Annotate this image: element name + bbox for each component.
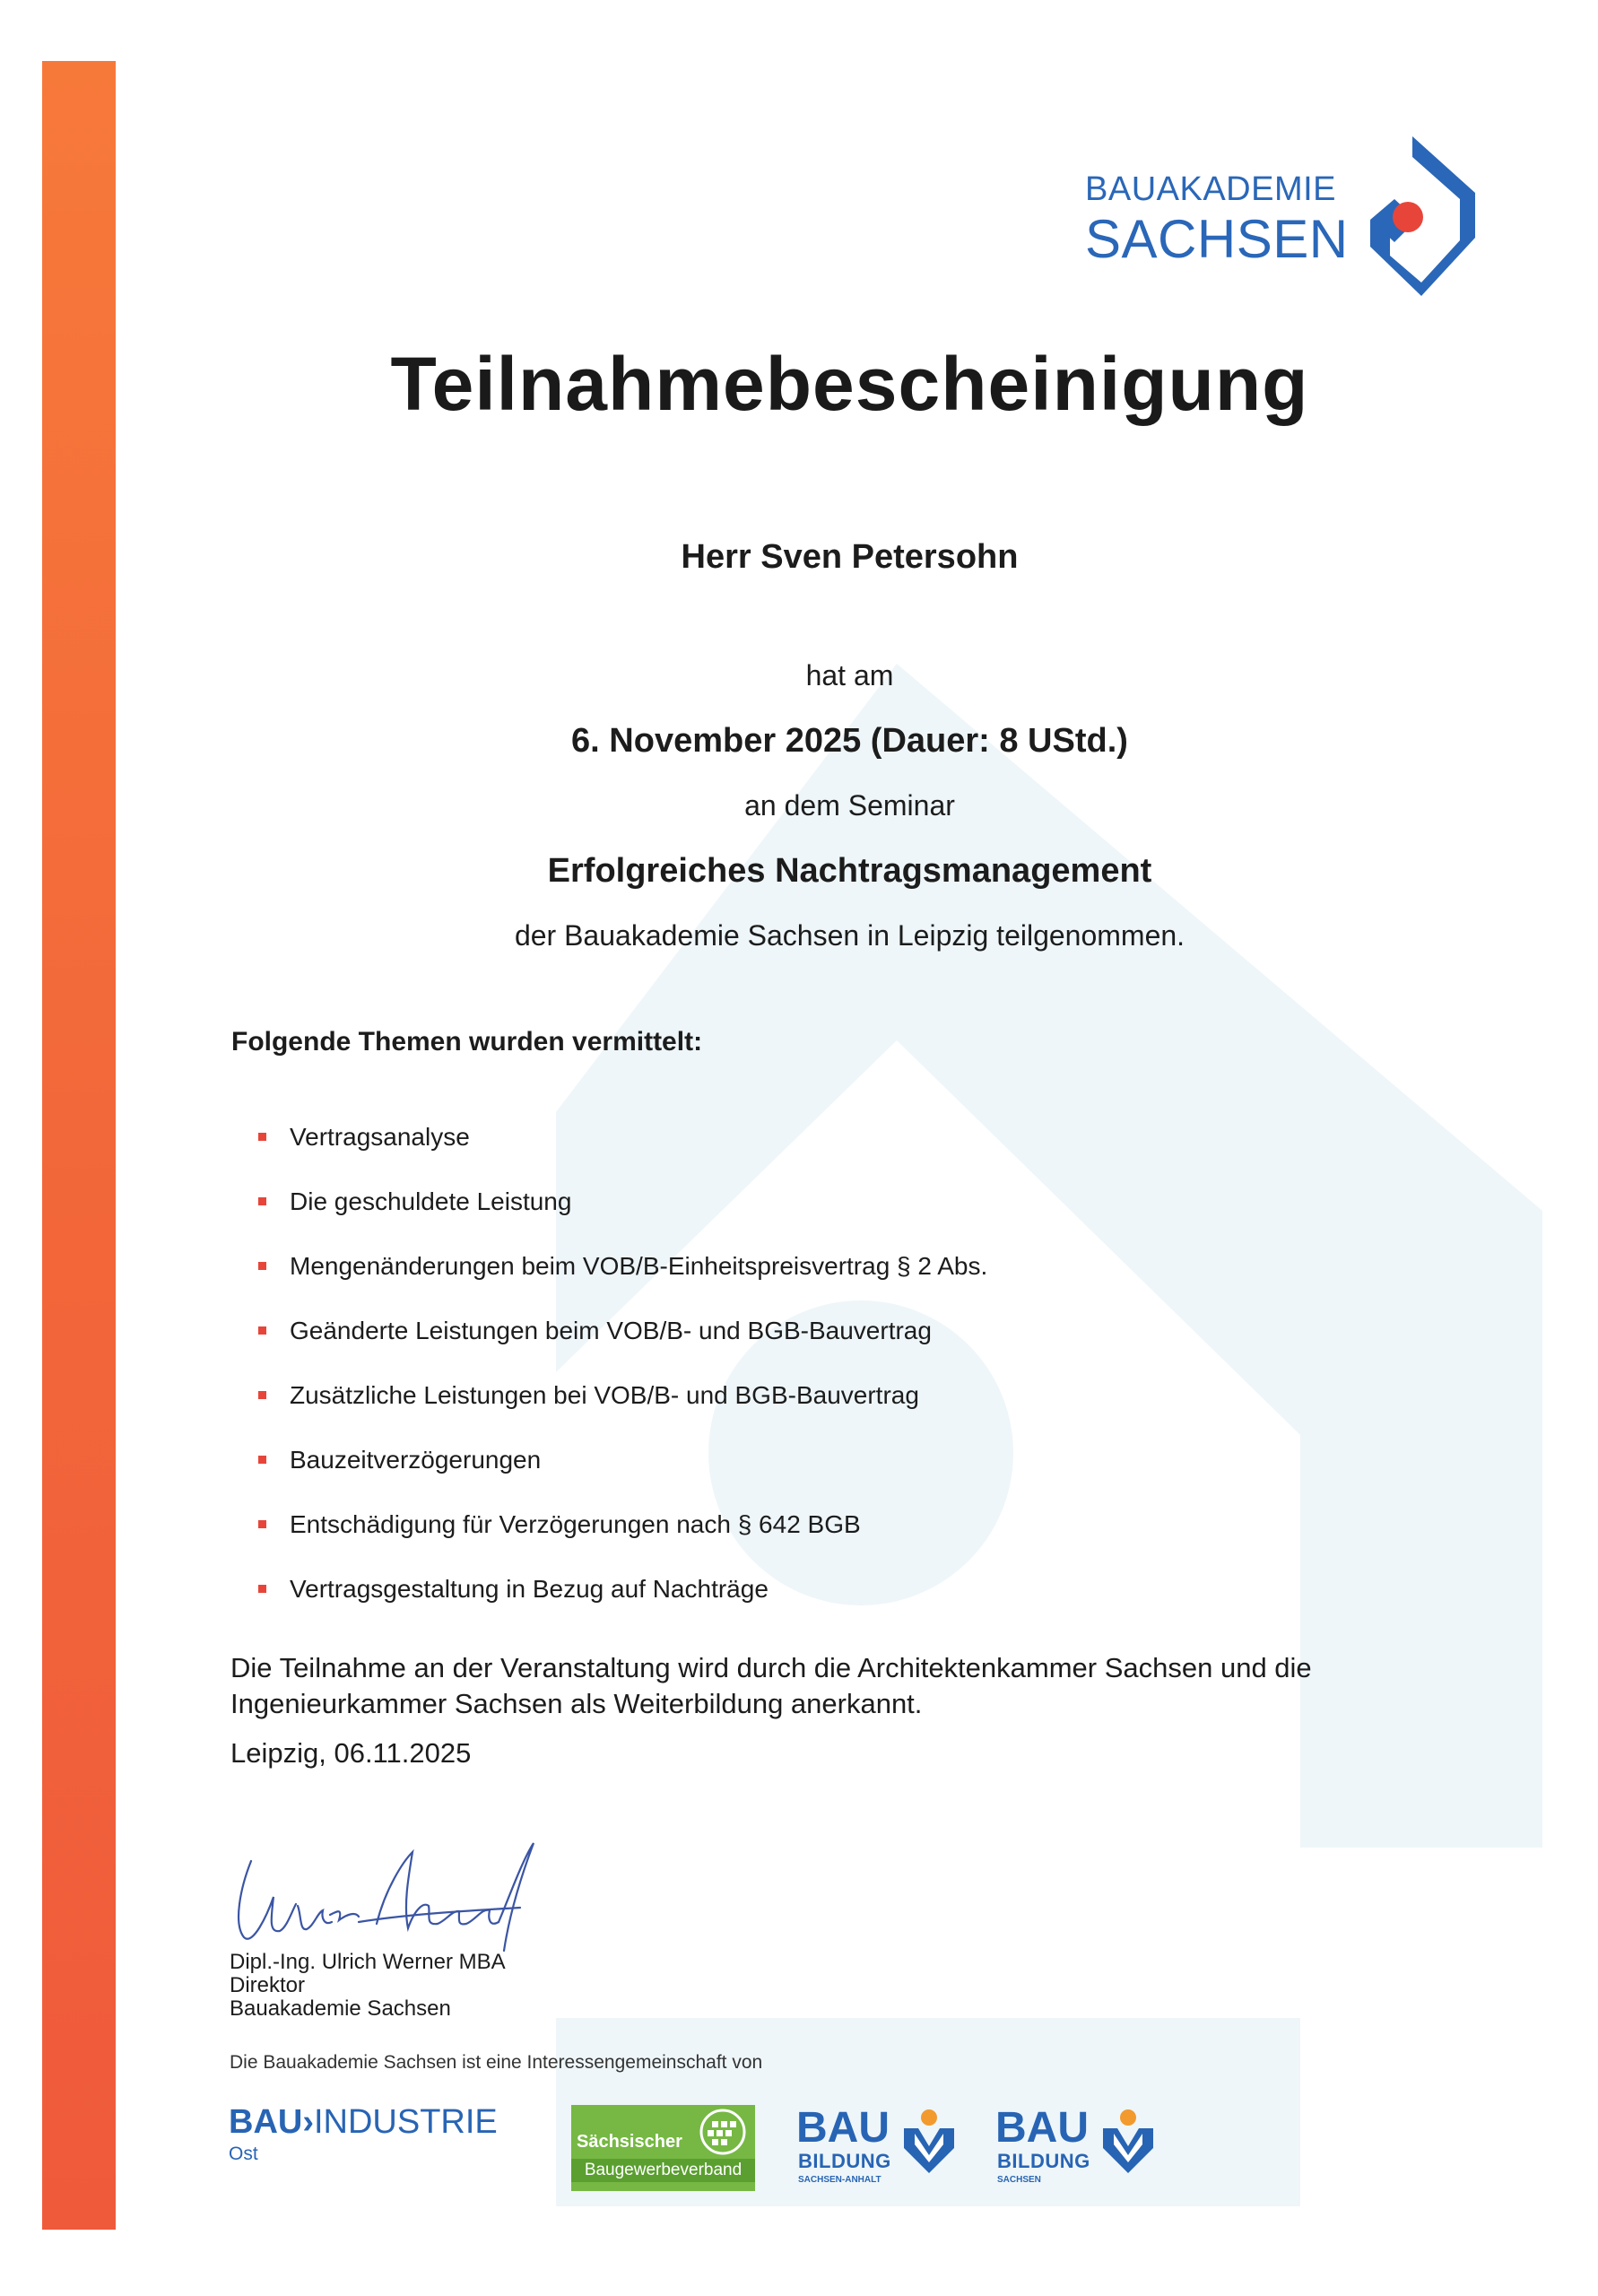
partnership-note: Die Bauakademie Sachsen ist eine Interessengemeinschaft von — [230, 2052, 763, 2073]
bullet-icon — [258, 1262, 266, 1270]
participant-name: Herr Sven Petersohn — [681, 538, 1019, 576]
logo-line1: BAUAKADEMIE — [1085, 170, 1337, 208]
topic-text: Entschädigung für Verzögerungen nach § 642 BGB — [290, 1510, 861, 1538]
list-item — [256, 1250, 987, 1315]
seminar-intro-text: an dem Seminar — [744, 789, 955, 822]
sbv-line1: Sächsischer — [577, 2132, 682, 2152]
list-item — [256, 1186, 987, 1250]
recognition-line1: Die Teilnahme an der Veranstaltung wird durch die Architektenkammer Sachsen und die — [230, 1652, 1312, 1683]
bullet-icon — [258, 1391, 266, 1399]
bullet-icon — [258, 1197, 266, 1205]
topic-text: Geänderte Leistungen beim VOB/B- und BGB-Bauvertrag — [290, 1317, 932, 1344]
bau-bildung-emblem-icon — [1101, 2105, 1155, 2177]
bau-bildung-s-bildung: BILDUNG — [997, 2150, 1090, 2172]
place-date: Leipzig, 06.11.2025 — [230, 1737, 472, 1769]
chevron-right-icon: › — [302, 2103, 314, 2141]
bau-industrie-logo — [229, 2103, 498, 2165]
bau-industrie-sub: Ost — [229, 2144, 258, 2164]
list-item — [256, 1573, 987, 1638]
bullet-icon — [258, 1520, 266, 1528]
recognition-text — [230, 1650, 1441, 1722]
list-item — [256, 1315, 987, 1379]
bau-bildung-sachsen-logo — [995, 2103, 1175, 2202]
bau-bildung-s-bau: BAU — [995, 2104, 1089, 2152]
list-item — [256, 1379, 987, 1444]
topic-text: Mengenänderungen beim VOB/B-Einheitspreisvertrag § 2 Abs. — [290, 1252, 988, 1280]
topics-list — [256, 1121, 987, 1638]
signer-role: Direktor — [230, 1973, 306, 1997]
topic-text: Die geschuldete Leistung — [290, 1187, 572, 1215]
topics-heading: Folgende Themen wurden vermittelt: — [231, 1027, 703, 1057]
signer-block — [230, 1951, 506, 2021]
bau-bildung-emblem-icon — [902, 2105, 956, 2177]
bullet-icon — [258, 1456, 266, 1464]
signer-org: Bauakademie Sachsen — [230, 1996, 451, 2021]
topic-text: Vertragsgestaltung in Bezug auf Nachträge — [290, 1575, 769, 1603]
bau-bildung-sachsen-anhalt-logo — [796, 2103, 976, 2202]
bau-industrie-industrie: INDUSTRIE — [313, 2103, 498, 2141]
bauakademie-logo-icon — [1354, 135, 1480, 305]
bau-bildung-sa-region: SACHSEN-ANHALT — [798, 2175, 882, 2185]
sbv-line2: Baugewerbeverband — [571, 2159, 755, 2182]
accent-bar — [42, 61, 116, 2230]
partner-logos — [229, 2103, 1170, 2211]
logo-line2: SACHSEN — [1085, 209, 1349, 269]
page-title: Teilnahmebescheinigung — [390, 342, 1309, 426]
signer-name: Dipl.-Ing. Ulrich Werner MBA — [230, 1950, 506, 1974]
bau-industrie-bau: BAU — [229, 2103, 303, 2141]
list-item — [256, 1509, 987, 1573]
bullet-icon — [258, 1585, 266, 1593]
bau-bildung-s-region: SACHSEN — [997, 2175, 1041, 2185]
hat-am-text: hat am — [805, 659, 894, 691]
bauakademie-logo — [1081, 135, 1475, 305]
academy-text: der Bauakademie Sachsen in Leipzig teilgenommen. — [514, 919, 1185, 952]
sbv-logo — [571, 2105, 755, 2191]
bau-bildung-sa-bildung: BILDUNG — [798, 2150, 891, 2172]
topic-text: Vertragsanalyse — [290, 1123, 470, 1151]
topic-text: Zusätzliche Leistungen bei VOB/B- und BGB-Bauvertrag — [290, 1381, 919, 1409]
signature-image — [224, 1825, 547, 1960]
bau-bildung-sa-bau: BAU — [796, 2104, 890, 2152]
seminar-date: 6. November 2025 (Dauer: 8 UStd.) — [571, 722, 1128, 760]
seminar-title: Erfolgreiches Nachtragsmanagement — [547, 852, 1152, 890]
list-item — [256, 1121, 987, 1186]
recognition-line2: Ingenieurkammer Sachsen als Weiterbildung anerkannt. — [230, 1688, 923, 1719]
bullet-icon — [258, 1326, 266, 1335]
bullet-icon — [258, 1133, 266, 1141]
list-item — [256, 1444, 987, 1509]
topic-text: Bauzeitverzögerungen — [290, 1446, 542, 1474]
sbv-emblem-icon — [696, 2109, 750, 2155]
